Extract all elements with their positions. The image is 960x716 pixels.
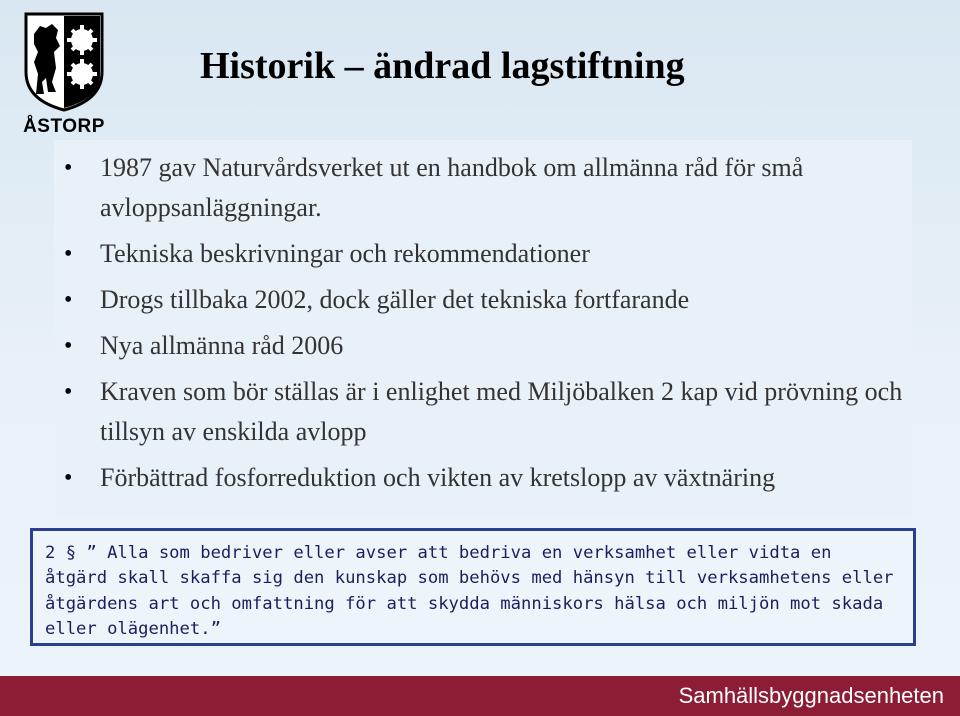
astorp-logo <box>18 12 110 137</box>
law-quote-text: 2 § ” Alla som bedriver eller avser att bedriva en verksamhet eller vidta en åtgärd skall skaffa sig den kunskap som behövs med hänsyn till verksamhetens eller åtgärdens art och omfattning för att skydda människors hälsa och miljön mot skada eller olägenhet.” <box>45 543 894 640</box>
bullet-text: Nya allmänna råd 2006 <box>100 331 344 360</box>
bullet-item <box>54 372 912 452</box>
bullet-text: Förbättrad fosforreduktion och vikten av kretslopp av växtnäring <box>100 463 776 492</box>
bullet-item <box>54 148 912 228</box>
bullet-text: 1987 gav Naturvårdsverket ut en handbok om allmänna råd för små avloppsanläggningar. <box>100 153 804 222</box>
bullet-item <box>54 234 912 274</box>
bullet-text: Kraven som bör ställas är i enlighet med Miljöbalken 2 kap vid prövning och tillsyn av enskilda avlopp <box>100 377 903 446</box>
bullet-dot-icon: • <box>64 465 73 491</box>
bullet-text: Drogs tillbaka 2002, dock gäller det tekniska fortfarande <box>100 285 690 314</box>
bullet-item <box>54 458 912 498</box>
bullet-dot-icon: • <box>64 287 73 313</box>
bullet-dot-icon: • <box>64 155 73 181</box>
bullet-item <box>54 280 912 320</box>
bullet-dot-icon: • <box>64 379 73 405</box>
bullet-item <box>54 326 912 366</box>
content-panel <box>54 140 912 518</box>
coat-of-arms-icon <box>24 12 104 112</box>
bullet-list <box>54 148 912 504</box>
footer-bar <box>0 676 960 716</box>
law-quote-box <box>30 528 916 646</box>
bullet-text: Tekniska beskrivningar och rekommendationer <box>100 239 590 268</box>
bullet-dot-icon: • <box>64 241 73 267</box>
bullet-dot-icon: • <box>64 333 73 359</box>
footer-text: Samhällsbyggnadsenheten <box>678 683 944 708</box>
logo-text: ÅSTORP <box>23 116 105 137</box>
page-title: Historik – ändrad lagstiftning <box>200 45 685 87</box>
